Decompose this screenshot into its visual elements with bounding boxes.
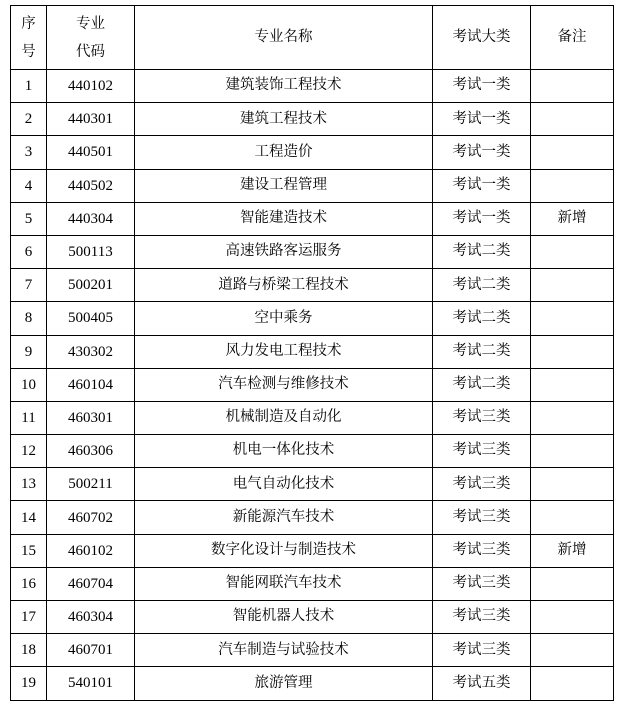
cell-remark	[531, 70, 614, 103]
header-seq	[11, 6, 47, 70]
cell-major-name: 旅游管理	[135, 667, 433, 700]
cell-category: 考试一类	[433, 136, 531, 169]
header-remark: 备注	[531, 6, 614, 70]
cell-seq: 12	[11, 435, 47, 468]
cell-category: 考试二类	[433, 302, 531, 335]
cell-major-name: 机械制造及自动化	[135, 401, 433, 434]
cell-remark	[531, 302, 614, 335]
cell-code: 460306	[47, 435, 135, 468]
cell-remark	[531, 368, 614, 401]
header-code	[47, 6, 135, 70]
cell-category: 考试三类	[433, 567, 531, 600]
table-row	[11, 567, 614, 600]
cell-seq: 10	[11, 368, 47, 401]
cell-code: 460301	[47, 401, 135, 434]
table-row	[11, 70, 614, 103]
cell-remark	[531, 435, 614, 468]
table-row	[11, 335, 614, 368]
table-row	[11, 435, 614, 468]
cell-major-name: 智能建造技术	[135, 202, 433, 235]
table-row	[11, 368, 614, 401]
cell-code: 460102	[47, 534, 135, 567]
cell-code: 440502	[47, 169, 135, 202]
cell-code: 460702	[47, 501, 135, 534]
cell-category: 考试三类	[433, 401, 531, 434]
cell-code: 500405	[47, 302, 135, 335]
table-row	[11, 235, 614, 268]
cell-seq: 9	[11, 335, 47, 368]
cell-code: 440102	[47, 70, 135, 103]
cell-seq: 15	[11, 534, 47, 567]
header-category: 考试大类	[433, 6, 531, 70]
cell-remark: 新增	[531, 202, 614, 235]
cell-remark	[531, 567, 614, 600]
cell-seq: 8	[11, 302, 47, 335]
cell-major-name: 汽车制造与试验技术	[135, 634, 433, 667]
cell-code: 460701	[47, 634, 135, 667]
cell-code: 460704	[47, 567, 135, 600]
table-row	[11, 136, 614, 169]
cell-code: 500201	[47, 269, 135, 302]
cell-code: 460104	[47, 368, 135, 401]
cell-remark	[531, 401, 614, 434]
table-row	[11, 103, 614, 136]
cell-seq: 13	[11, 468, 47, 501]
cell-category: 考试三类	[433, 435, 531, 468]
header-name: 专业名称	[135, 6, 433, 70]
cell-seq: 7	[11, 269, 47, 302]
cell-code: 440304	[47, 202, 135, 235]
cell-code: 500211	[47, 468, 135, 501]
cell-major-name: 机电一体化技术	[135, 435, 433, 468]
table-header	[11, 6, 614, 70]
table-row	[11, 401, 614, 434]
cell-remark	[531, 501, 614, 534]
cell-remark	[531, 103, 614, 136]
cell-remark	[531, 468, 614, 501]
cell-category: 考试一类	[433, 169, 531, 202]
table-row	[11, 269, 614, 302]
cell-category: 考试二类	[433, 335, 531, 368]
cell-remark	[531, 269, 614, 302]
cell-category: 考试三类	[433, 601, 531, 634]
cell-category: 考试三类	[433, 534, 531, 567]
cell-code: 460304	[47, 601, 135, 634]
cell-seq: 14	[11, 501, 47, 534]
cell-category: 考试一类	[433, 103, 531, 136]
cell-seq: 3	[11, 136, 47, 169]
table-row	[11, 169, 614, 202]
cell-code: 440501	[47, 136, 135, 169]
cell-major-name: 空中乘务	[135, 302, 433, 335]
cell-seq: 2	[11, 103, 47, 136]
cell-remark	[531, 169, 614, 202]
cell-category: 考试五类	[433, 667, 531, 700]
cell-seq: 11	[11, 401, 47, 434]
table-row	[11, 501, 614, 534]
header-seq-line1: 序	[21, 15, 36, 32]
cell-major-name: 风力发电工程技术	[135, 335, 433, 368]
header-row	[11, 6, 614, 70]
cell-major-name: 道路与桥梁工程技术	[135, 269, 433, 302]
table-row	[11, 534, 614, 567]
cell-seq: 5	[11, 202, 47, 235]
cell-seq: 19	[11, 667, 47, 700]
cell-major-name: 建筑工程技术	[135, 103, 433, 136]
cell-seq: 1	[11, 70, 47, 103]
cell-major-name: 高速铁路客运服务	[135, 235, 433, 268]
cell-remark	[531, 335, 614, 368]
cell-remark	[531, 235, 614, 268]
cell-remark	[531, 601, 614, 634]
cell-major-name: 汽车检测与维修技术	[135, 368, 433, 401]
cell-code: 440301	[47, 103, 135, 136]
cell-category: 考试三类	[433, 468, 531, 501]
table-row	[11, 202, 614, 235]
cell-code: 540101	[47, 667, 135, 700]
cell-code: 500113	[47, 235, 135, 268]
cell-seq: 4	[11, 169, 47, 202]
cell-major-name: 建设工程管理	[135, 169, 433, 202]
cell-category: 考试三类	[433, 501, 531, 534]
header-code-line1: 专业	[76, 15, 105, 32]
cell-seq: 18	[11, 634, 47, 667]
header-seq-line2: 号	[21, 43, 36, 60]
cell-category: 考试二类	[433, 368, 531, 401]
cell-category: 考试二类	[433, 235, 531, 268]
cell-seq: 6	[11, 235, 47, 268]
cell-remark	[531, 667, 614, 700]
table-row	[11, 634, 614, 667]
table-row	[11, 302, 614, 335]
cell-major-name: 电气自动化技术	[135, 468, 433, 501]
table-row	[11, 468, 614, 501]
table-row	[11, 601, 614, 634]
cell-category: 考试二类	[433, 269, 531, 302]
cell-remark	[531, 136, 614, 169]
cell-remark: 新增	[531, 534, 614, 567]
cell-category: 考试一类	[433, 202, 531, 235]
cell-major-name: 建筑装饰工程技术	[135, 70, 433, 103]
table-row	[11, 667, 614, 700]
cell-major-name: 智能机器人技术	[135, 601, 433, 634]
cell-code: 430302	[47, 335, 135, 368]
cell-major-name: 数字化设计与制造技术	[135, 534, 433, 567]
majors-table	[10, 5, 614, 701]
cell-category: 考试一类	[433, 70, 531, 103]
header-code-line2: 代码	[76, 43, 105, 60]
cell-seq: 17	[11, 601, 47, 634]
cell-major-name: 新能源汽车技术	[135, 501, 433, 534]
cell-remark	[531, 634, 614, 667]
table-body	[11, 70, 614, 701]
cell-category: 考试三类	[433, 634, 531, 667]
cell-major-name: 工程造价	[135, 136, 433, 169]
cell-major-name: 智能网联汽车技术	[135, 567, 433, 600]
cell-seq: 16	[11, 567, 47, 600]
